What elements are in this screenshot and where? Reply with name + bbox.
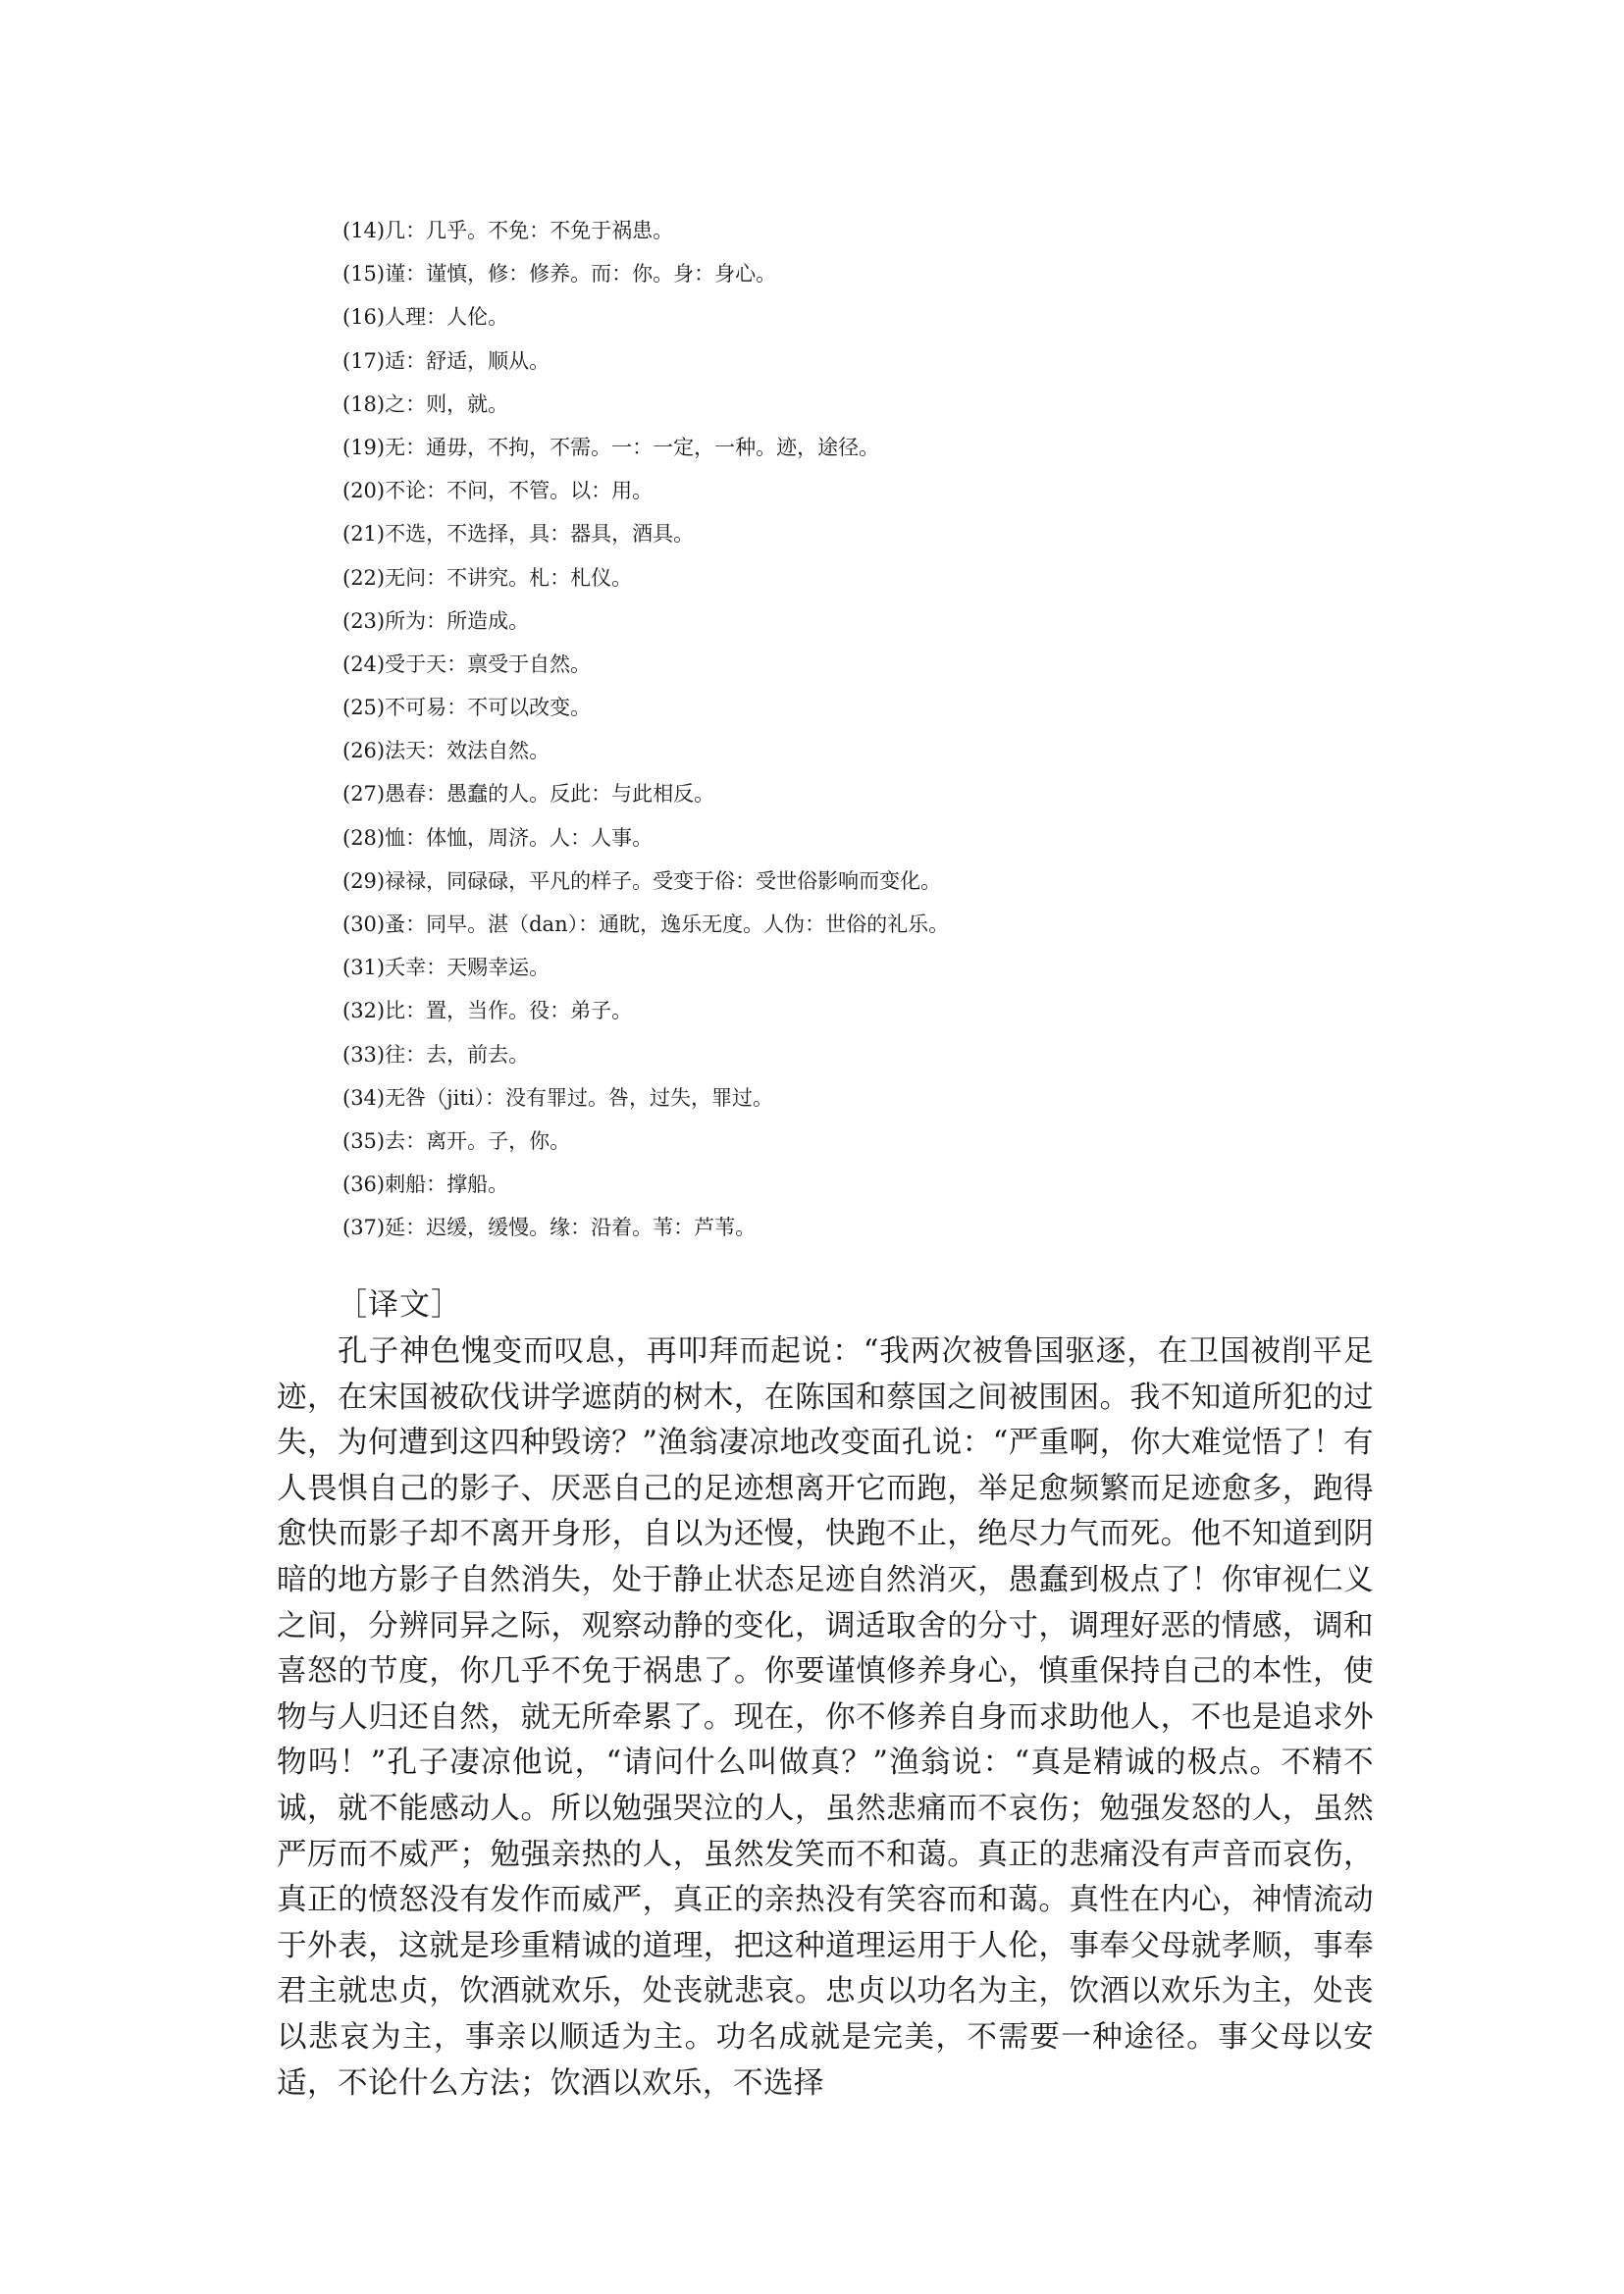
translation-paragraph: 孔子神色愧变而叹息，再叩拜而起说：“我两次被鲁国驱逐，在卫国被削平足迹，在宋国被砍伐讲学遮荫的树木，在陈国和蔡国之间被围困。我不知道所犯的过失，为何遭到这四种毁谤？”渔翁凄凉地改变面孔说：“严重啊，你大难觉悟了！有人畏惧自己的影子、厌恶自己的足迹想离开它而跑，举足愈频繁而足迹愈多，跑得愈快而影子却不离开身形，自以为还慢，快跑不止，绝尽力气而死。他不知道到阴暗的地方影子自然消失，处于静止状态足迹自然消灭，愚蠢到极点了！你审视仁义之间，分辨同异之际，观察动静的变化，调适取舍的分寸，调理好恶的情感，调和喜怒的节度，你几乎不免于祸患了。你要谨慎修养身心，慎重保持自己的本性，使物与人归还自然，就无所牵累了。现在，你不修养自身而求助他人，不也是追求外物吗！”孔子凄凉他说，“请问什么叫做真？”渔翁说：“真是精诚的极点。不精不诚，就不能感动人。所以勉强哭泣的人，虽然悲痛而不哀伤；勉强发怒的人，虽然严厉而不威严；勉强亲热的人，虽然发笑而不和蔼。真正的悲痛没有声音而哀伤，真正的愤怒没有发作而威严，真正的亲热没有笑容而和蔼。真性在内心，神情流动于外表，这就是珍重精诚的道理，把这种道理运用于人伦，事奉父母就孝顺，事奉君主就忠贞，饮酒就欢乐，处丧就悲哀。忠贞以功名为主，饮酒以欢乐为主，处丧以悲哀为主，事亲以顺适为主。功名成就是完美，不需要一种途径。事父母以安适，不论什么方法；饮酒以欢乐，不选择 [277,1334,1374,2101]
note-item: (27)愚春：愚蠢的人。反此：与此相反。 [342,782,715,807]
note-item: (35)去：离开。子，你。 [342,1128,571,1153]
note-item: (29)禄禄，同碌碌，平凡的样子。受变于俗：受世俗影响而变化。 [342,868,942,893]
note-item: (33)往：去，前去。 [342,1042,530,1067]
note-item: (16)人理：人伦。 [342,305,509,330]
note-item: (25)不可易：不可以改变。 [342,696,592,720]
note-item: (22)无问：不讲究。札：札仪。 [342,565,633,590]
note-item: (18)之：则，就。 [342,391,509,416]
note-item: (20)不论：不问，不管。以：用。 [342,479,654,503]
annotation-notes-list [342,209,1422,1250]
translation-heading: ［译文］ [337,1287,462,1323]
note-item: (30)蚤：同早。湛（dan）：通眈，逸乐无度。人伪：世俗的礼乐。 [342,912,950,936]
note-item: (36)刺船：撑船。 [342,1173,509,1197]
note-item: (17)适：舒适，顺从。 [342,348,550,373]
note-item: (14)几：几乎。不免：不免于祸患。 [342,219,674,242]
note-item: (31)夭幸：天赐幸运。 [342,956,550,980]
note-item: (23)所为：所造成。 [342,608,530,633]
note-item: (34)无咎（jiti）：没有罪过。咎，过失，罪过。 [342,1085,773,1110]
note-item: (32)比：置，当作。役：弟子。 [342,999,633,1023]
note-item: (19)无：通毋，不拘，不需。一：一定，一种。迹，途径。 [342,435,880,459]
note-item: (21)不选，不选择，具：器具，酒具。 [342,522,695,547]
note-item: (15)谨：谨慎，修：修养。而：你。身：身心。 [342,262,777,287]
note-item: (28)恤：体恤，周济。人：人事。 [342,825,654,850]
note-item: (24)受于天：禀受于自然。 [342,652,592,676]
note-item: (26)法天：效法自然。 [342,739,550,763]
note-item: (37)延：迟缓，缓慢。缘：沿着。苇：芦苇。 [342,1216,757,1240]
